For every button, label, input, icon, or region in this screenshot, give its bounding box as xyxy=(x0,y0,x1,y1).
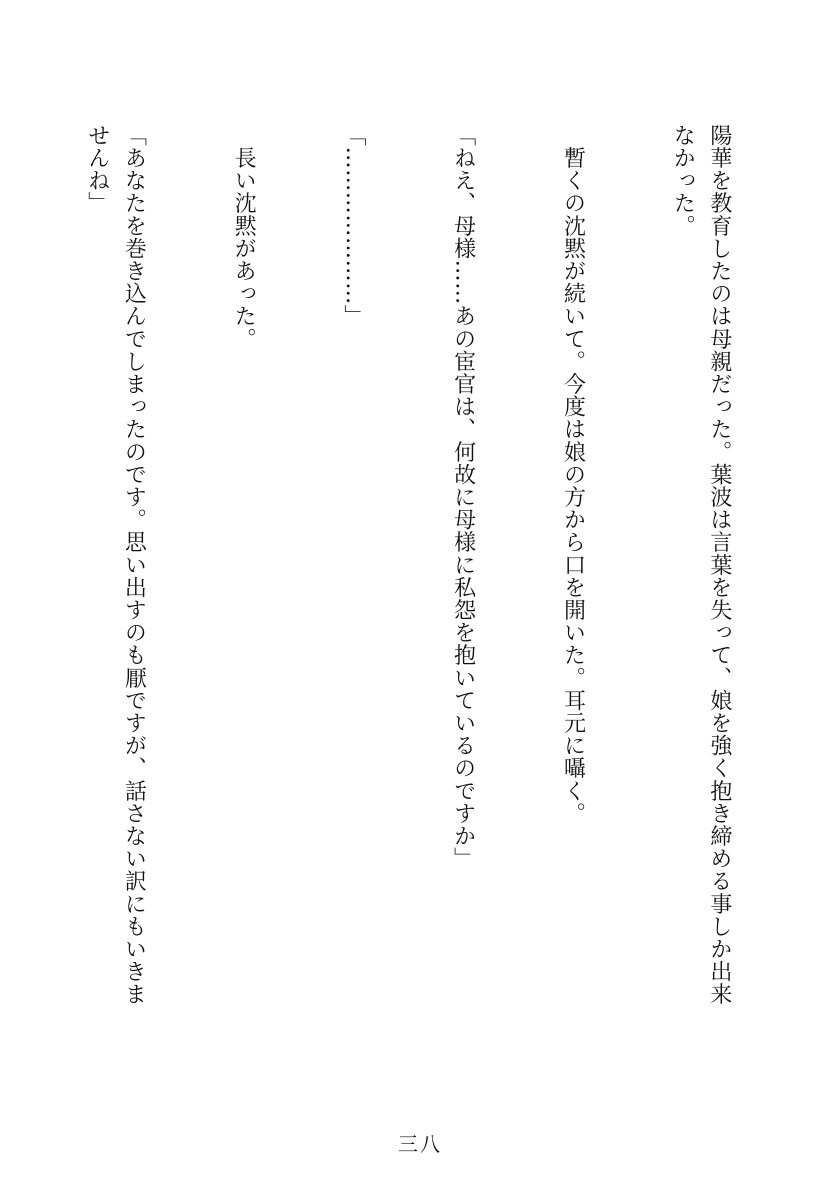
paragraph-7 xyxy=(0,124,5,1014)
paragraph-5: 長い沈黙があった。 xyxy=(231,124,257,350)
paragraph-2: 暫くの沈黙が続いて。今度は娘の方から口を開いた。耳元に囁く。 xyxy=(560,124,586,825)
page-number: 三八 xyxy=(398,1132,442,1156)
paragraph-1: 陽華を教育したのは母親だった。葉波は言葉を失って、娘を強く抱き締める事しか出来なかった。 xyxy=(670,124,732,1006)
paragraph-4: 「…………………」 xyxy=(340,124,366,328)
paragraph-3: 「ねえ、母様……あの宦官は、何故に母様に私怨を抱いているのですか」 xyxy=(450,124,476,870)
body-text xyxy=(0,124,810,1014)
paragraph-6: 「あなたを巻き込んでしまったのです。思い出すのも厭ですが、話さない訳にもいきませんね」 xyxy=(84,124,147,1006)
